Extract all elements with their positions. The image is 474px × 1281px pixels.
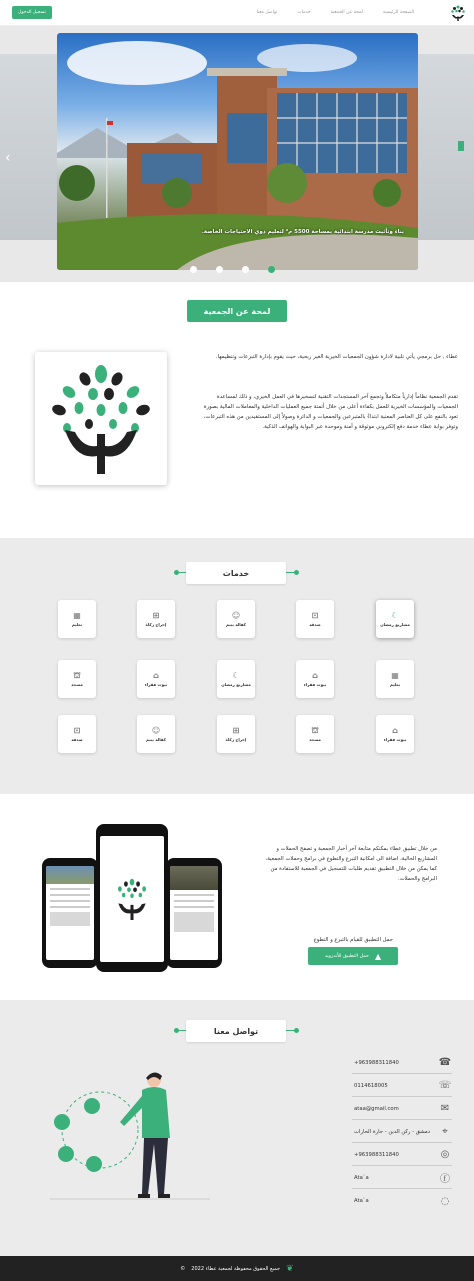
twitter-bubble-icon [54, 1114, 70, 1130]
service-card-label: كفالة يتيم [226, 622, 246, 627]
prev-slide-preview [0, 54, 57, 240]
nav-link-about[interactable]: لمحة عن الجمعية [330, 10, 363, 15]
contact-row-facebook [352, 1167, 452, 1189]
service-card[interactable] [58, 715, 96, 753]
viber-icon: ◌ [440, 1195, 450, 1207]
service-card-label: إخراج زكاة [225, 737, 247, 742]
app-section [0, 794, 474, 1000]
services-section [0, 538, 474, 794]
phone-mockup-left [42, 858, 98, 968]
download-button-label: حمل التطبيق للأندرويد [324, 953, 369, 959]
service-card-label: إخراج زكاة [145, 622, 167, 627]
contact-landline[interactable]: 0114618005 [354, 1082, 388, 1089]
service-card[interactable] [217, 600, 255, 638]
footer-logo-icon: ❦ [286, 1263, 294, 1274]
about-paragraph-1: عطاء , حل برمجي يأتي تلبية لادارة شؤون الجمعيات الخيرية الغير ربحية، حيث يقوم بإدارة التبرعات وتنظيمها. [215, 354, 458, 360]
service-card-label: بيوت فقراء [383, 737, 407, 742]
email-icon: ✉ [440, 1103, 450, 1114]
title-dot [294, 1028, 299, 1033]
contact-phone[interactable]: +963988311840 [354, 1059, 399, 1066]
service-card[interactable] [376, 600, 414, 638]
mosque-icon: ⛫ [311, 726, 319, 735]
service-card[interactable] [376, 660, 414, 698]
service-card-label: تعليم [71, 622, 83, 627]
service-card[interactable] [137, 715, 175, 753]
slide-caption: بناء وتأثيث مدرسة ابتدائية بمساحة 5500 م² لتعليم ذوي الاحتياجات الخاصة. [201, 229, 404, 235]
nav-link-services[interactable]: خدمات [297, 10, 311, 15]
zakat-icon: ⊞ [232, 726, 240, 735]
contact-whatsapp[interactable]: +963988311840 [354, 1151, 399, 1158]
service-card[interactable] [58, 660, 96, 698]
slider-dot[interactable] [242, 266, 249, 273]
contact-title: تواصل معنا [186, 1020, 286, 1042]
phone-mockup-center [96, 824, 168, 972]
hero-slide-image [57, 33, 418, 270]
service-card[interactable] [296, 660, 334, 698]
service-card-label: تعليم [389, 682, 401, 687]
service-card[interactable] [58, 600, 96, 638]
orphan-icon: ☺ [151, 726, 161, 735]
facebook-icon: ⓕ [440, 1174, 450, 1185]
slider-dot[interactable] [190, 266, 197, 273]
contact-section [0, 1000, 474, 1256]
slider-dots [190, 266, 275, 273]
app-description: من خلال تطبيق عطاء يمكنكم متابعة آخر أخبار الجمعية و تصفح الحملات و المشاريع الحالية، اضافة الى امكانية التبرع والتطوع في برامج وحملات الجمعية، كما يمكن من خلال التطبيق تقديم طلبات للتسجيل في الجمعية للاستفادة من البرامج والحملات. [265, 846, 437, 882]
top-navbar [0, 0, 474, 26]
service-card[interactable] [217, 660, 255, 698]
next-slide-preview [418, 54, 474, 240]
contact-viber[interactable]: Ata`a [354, 1198, 369, 1204]
service-card[interactable] [296, 600, 334, 638]
logo-icon[interactable] [448, 3, 468, 23]
service-card-label: مسجد [309, 737, 321, 742]
orphan-icon: ☺ [231, 611, 241, 620]
service-card-label: بيوت فقراء [303, 682, 327, 687]
download-prompt: حمل التطبيق للقيام بالتبرع و التطوع [313, 937, 393, 943]
contact-facebook[interactable]: Ata`a [354, 1174, 369, 1181]
download-android-button[interactable] [308, 947, 398, 965]
landline-icon: ☏ [438, 1080, 452, 1091]
service-card-label: بيوت فقراء [144, 682, 168, 687]
contact-email[interactable]: ataa@gmail.com [354, 1105, 399, 1112]
nav-links [257, 10, 414, 15]
zakat-icon: ⊞ [152, 611, 160, 620]
instagram-bubble-icon [84, 1098, 100, 1114]
service-card-label: مشاريع رمضان [380, 622, 410, 627]
tree-hands-logo-icon [35, 352, 167, 485]
title-dot [294, 570, 299, 575]
service-card[interactable] [137, 660, 175, 698]
contact-row-landline [352, 1075, 452, 1097]
service-card-label: صدقة [309, 622, 321, 627]
education-icon: ▦ [391, 671, 399, 680]
service-card-label: صدقة [71, 737, 83, 742]
hero-slider [0, 26, 474, 282]
services-title: خدمات [186, 562, 286, 584]
instagram-bubble-icon [86, 1156, 102, 1172]
linkedin-bubble-icon [58, 1146, 74, 1162]
nav-link-contact[interactable]: تواصل معنا [256, 10, 278, 15]
service-card[interactable] [296, 715, 334, 753]
slider-dot[interactable] [216, 266, 223, 273]
service-card-label: كفالة يتيم [146, 737, 166, 742]
title-dot [174, 1028, 179, 1033]
service-card[interactable] [376, 715, 414, 753]
whatsapp-icon: ◎ [440, 1149, 450, 1160]
about-logo-card [35, 352, 167, 485]
contact-address: دمشق - ركن الدين - حارة الحارات [354, 1128, 431, 1135]
android-icon: ▲ [375, 951, 382, 961]
app-logo-icon [107, 872, 157, 926]
donation-icon: ⊡ [73, 726, 81, 735]
contact-row-phone [352, 1052, 452, 1074]
house-icon: ⌂ [153, 671, 159, 680]
about-button[interactable]: لمحة عن الجمعية [187, 300, 287, 322]
contact-row-location [352, 1121, 452, 1143]
service-card[interactable] [137, 600, 175, 638]
service-card-label: مشاريع رمضان [221, 682, 251, 687]
location-icon: ⌖ [442, 1126, 448, 1137]
service-card[interactable] [217, 715, 255, 753]
next-slide-arrow-icon[interactable] [458, 141, 464, 151]
crescent-icon: ☾ [391, 611, 399, 620]
crescent-icon: ☾ [232, 671, 240, 680]
nav-link-home[interactable]: الصفحة الرئيسية [382, 10, 414, 15]
footer-text: جميع الحقوق محفوظة لجمعية عطاء 2022 [191, 1265, 281, 1272]
slider-dot-active[interactable] [268, 266, 275, 273]
login-button[interactable]: تسجيل الدخول [12, 6, 52, 19]
contact-illustration [50, 1068, 220, 1208]
service-card-label: مسجد [71, 682, 83, 687]
contact-row-email [352, 1098, 452, 1120]
house-icon: ⌂ [392, 726, 398, 735]
title-dot [174, 570, 179, 575]
donation-icon: ⊡ [311, 611, 319, 620]
copyright-icon: © [180, 1265, 186, 1272]
contact-row-viber [352, 1190, 452, 1212]
education-icon: ▦ [73, 611, 81, 620]
mosque-icon: ⛫ [73, 671, 81, 680]
about-paragraph-2: تقدم الجمعية نظاماً إدارياً متكاملاً وتجمع آخر المستجدات التقنية لتسخيرها في العمل الخيري، و ذلك لمساعدة الجمعيات والمؤسسات الخيرية للعمل بكفاءة أعلى من خلال أتمتة جميع العمليات الداخلية والمعاملات المالية بصورة تعود بالنفع على كل العناصر المعنية ابتداءً بالمتبرعين والجمعيات و الدائرة وصولاً إلى المستفيدين من هذه التبرعات، وتوفر بوابة عطاء خدمة دفع إلكتروني موثوقة و آمنة وموحدة عبر البوابة والهواتف الذكية. [203, 394, 458, 430]
house-icon: ⌂ [312, 671, 318, 680]
contact-row-whatsapp [352, 1144, 452, 1166]
phone-mockup-right [166, 858, 222, 968]
prev-slide-arrow-icon[interactable]: ‹ [5, 150, 11, 166]
phone-icon: ☎ [438, 1057, 452, 1068]
footer [0, 1256, 474, 1281]
